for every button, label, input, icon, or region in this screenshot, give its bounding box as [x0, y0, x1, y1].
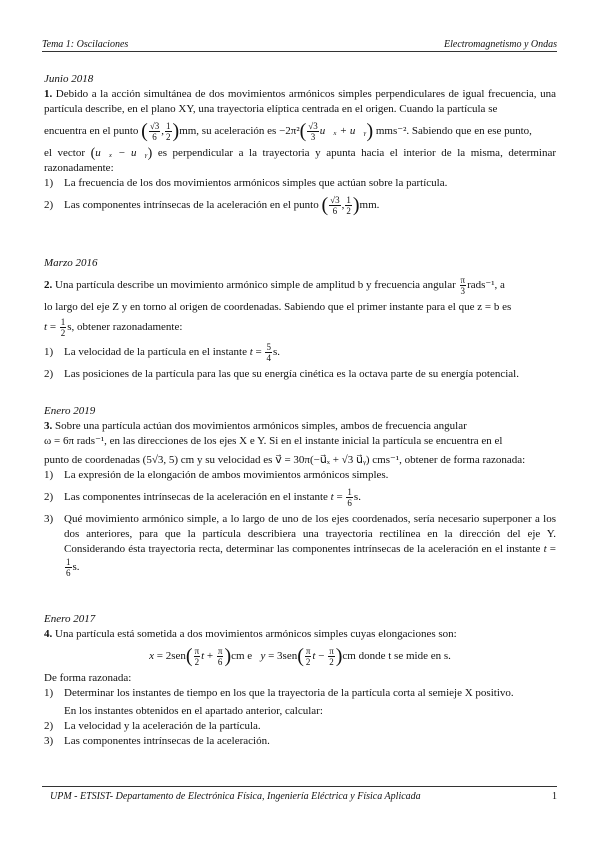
problem-2 — [44, 256, 556, 382]
problem-3-item-3: 3) Qué movimiento armónico simple, a lo largo de uno de los ejes coordenados, sería necesario superponer a los dos anteriores, para que la partícula describiera una trayectoria rectilínea en la dirección del eje Y. Considerando ésta trayectoria recta, determinar las componentes intrínsecas de la aceleración en el instante t = $\frac{1}{6}$ s. — [44, 513, 556, 578]
problem-2-line2: lo largo del eje Z y en torno al origen de coordenadas. Sabiendo que el primer instante para el que z = b es — [44, 301, 512, 313]
problem-2-line3: t = $\frac{1}{2}$ s, obtener razonadamente: — [44, 317, 183, 338]
problem-2-statement: 2. Una partícula describe un movimiento armónico simple de amplitud b y frecuencia angular $\frac{\pi}{3}$ rads⁻¹, a — [44, 275, 505, 296]
page-footer — [42, 786, 557, 803]
problem-4-sub: En los instantes obtenidos en el apartado anterior, calcular: — [64, 705, 323, 717]
problem-1-statement: 1. Debido a la acción simultánea de dos movimientos armónicos simples perpendiculares de igual frecuencia, una partícula describe, en el plano XY, una trayectoria elíptica centrada en el origen. Cuando la partícula se — [44, 88, 556, 115]
problem-1-item-2: 2) Las componentes intrínsecas de la aceleración en el punto ( $\frac{√3}{6}$ , $\frac{1}{2}$ )mm. — [44, 194, 380, 217]
problem-1 — [44, 72, 556, 216]
problem-1-line3: el vector (u⃗ₓ − u⃗ᵧ) es perpendicular a la trayectoria y apunta hacia el interior de la misma, determinar razonadamente: — [44, 146, 557, 175]
problem-2-date: Marzo 2016 — [44, 257, 98, 269]
header-left: Tema 1: Oscilaciones — [42, 39, 129, 50]
problem-4-equation: x = 2sen( $\frac{\pi}{2}$ t + $\frac{\pi}{6}$ )cm e y = 3sen( $\frac{\pi}{2}$ t − $\frac{\pi}{2}$ )cm donde t se mide en s. — [149, 645, 451, 667]
page-header — [42, 37, 557, 52]
problem-4-item-3: 3) Las componentes intrínsecas de la aceleración. — [44, 735, 270, 747]
problem-2-item-1: 1) La velocidad de la partícula en el instante t = $\frac{5}{4}$ s. — [44, 342, 281, 363]
problem-3-date: Enero 2019 — [44, 405, 96, 417]
problem-4-statement: 4. Una partícula está sometida a dos movimientos armónicos simples cuyas elongaciones son: — [44, 628, 457, 640]
problem-4-line2: De forma razonada: — [44, 672, 132, 684]
problem-3-item-1: 1) La expresión de la elongación de ambos movimientos armónicos simples. — [44, 469, 389, 481]
problem-1-date: Junio 2018 — [44, 73, 94, 85]
page-number: 1 — [552, 791, 557, 802]
problem-3-statement: 3. Sobre una partícula actúan dos movimientos armónicos simples, ambos de frecuencia angular — [44, 420, 467, 432]
problem-1-item-1: 1) La frecuencia de los dos movimientos armónicos simples que actúan sobre la partícula. — [44, 177, 448, 190]
problem-3-item-2: 2) Las componentes intrínsecas de la aceleración en el instante t = $\frac{1}{6}$ s. — [44, 487, 361, 508]
header-right: Electromagnetismo y Ondas — [444, 39, 557, 50]
problem-4-item-2: 2) La velocidad y la aceleración de la partícula. — [44, 720, 261, 732]
problem-4 — [44, 612, 556, 749]
problem-3-line3: punto de coordenadas (5√3, 5) cm y su velocidad es v⃗ = 30π(−u⃗ₓ + √3 u⃗ᵧ) cms⁻¹, obtener de forma razonada: — [44, 454, 526, 466]
problem-1-line2: encuentra en el punto ( $\frac{√3}{6}$ , $\frac{1}{2}$ )mm, su aceleración es −2π²( $\frac{√3}{3}$ u⃗ₓ + u⃗ᵧ) mms⁻². Sabiendo que en ese punto, — [44, 120, 532, 142]
problem-3 — [44, 404, 556, 578]
problem-4-item-1: 1) Determinar los instantes de tiempo en los que la trayectoria de la partícula corta al semieje X positivo. — [44, 687, 514, 699]
footer-text: UPM - ETSIST- Departamento de Electrónica Física, Ingeniería Eléctrica y Física Aplicada — [50, 791, 421, 802]
problem-2-item-2: 2) Las posiciones de la partícula para las que su energía cinética es la octava parte de su energía potencial. — [44, 368, 519, 380]
problem-4-date: Enero 2017 — [44, 613, 96, 625]
problem-3-line2: ω = 6π rads⁻¹, en las direcciones de los ejes X e Y. Si en el instante inicial la partícula se encuentra en el — [44, 435, 503, 447]
